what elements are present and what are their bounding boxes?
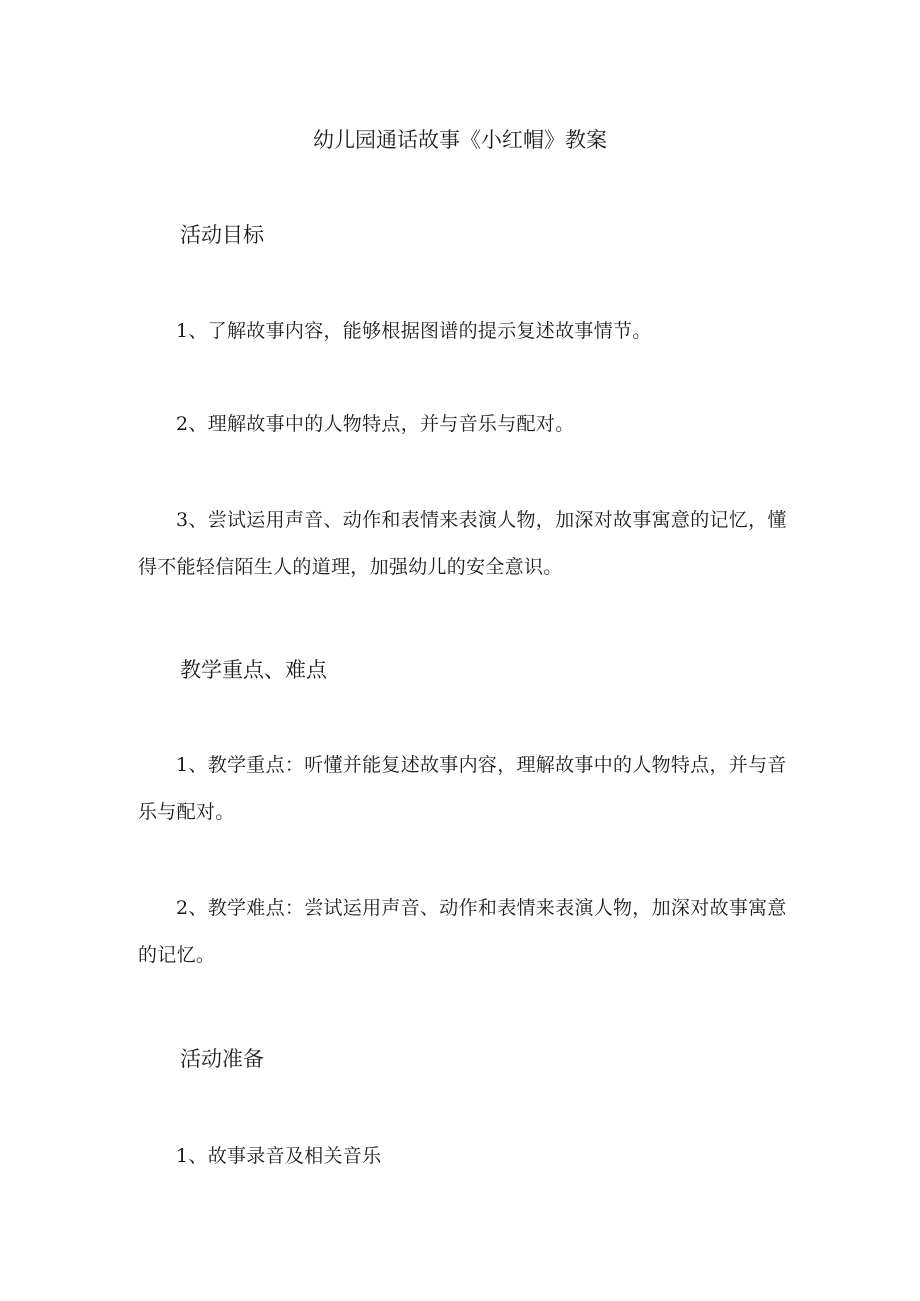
key-point-item-1: 1、教学重点：听懂并能复述故事内容，理解故事中的人物特点，并与音乐与配对。 — [138, 754, 787, 823]
objective-item-1: 1、了解故事内容，能够根据图谱的提示复述故事情节。 — [176, 320, 652, 342]
key-point-item-2: 2、教学难点：尝试运用声音、动作和表情来表演人物，加深对故事寓意的记忆。 — [138, 897, 787, 966]
section-heading-objectives: 活动目标 — [180, 223, 264, 247]
section-heading-preparation: 活动准备 — [180, 1047, 264, 1071]
preparation-item-1: 1、故事录音及相关音乐 — [176, 1145, 382, 1167]
objective-item-2: 2、理解故事中的人物特点，并与音乐与配对。 — [176, 413, 575, 435]
document-title: 幼儿园通话故事《小红帽》教案 — [313, 128, 607, 152]
objective-item-3: 3、尝试运用声音、动作和表情来表演人物，加深对故事寓意的记忆，懂得不能轻信陌生人的道理，加强幼儿的安全意识。 — [138, 509, 787, 578]
section-heading-key-points: 教学重点、难点 — [180, 658, 327, 682]
